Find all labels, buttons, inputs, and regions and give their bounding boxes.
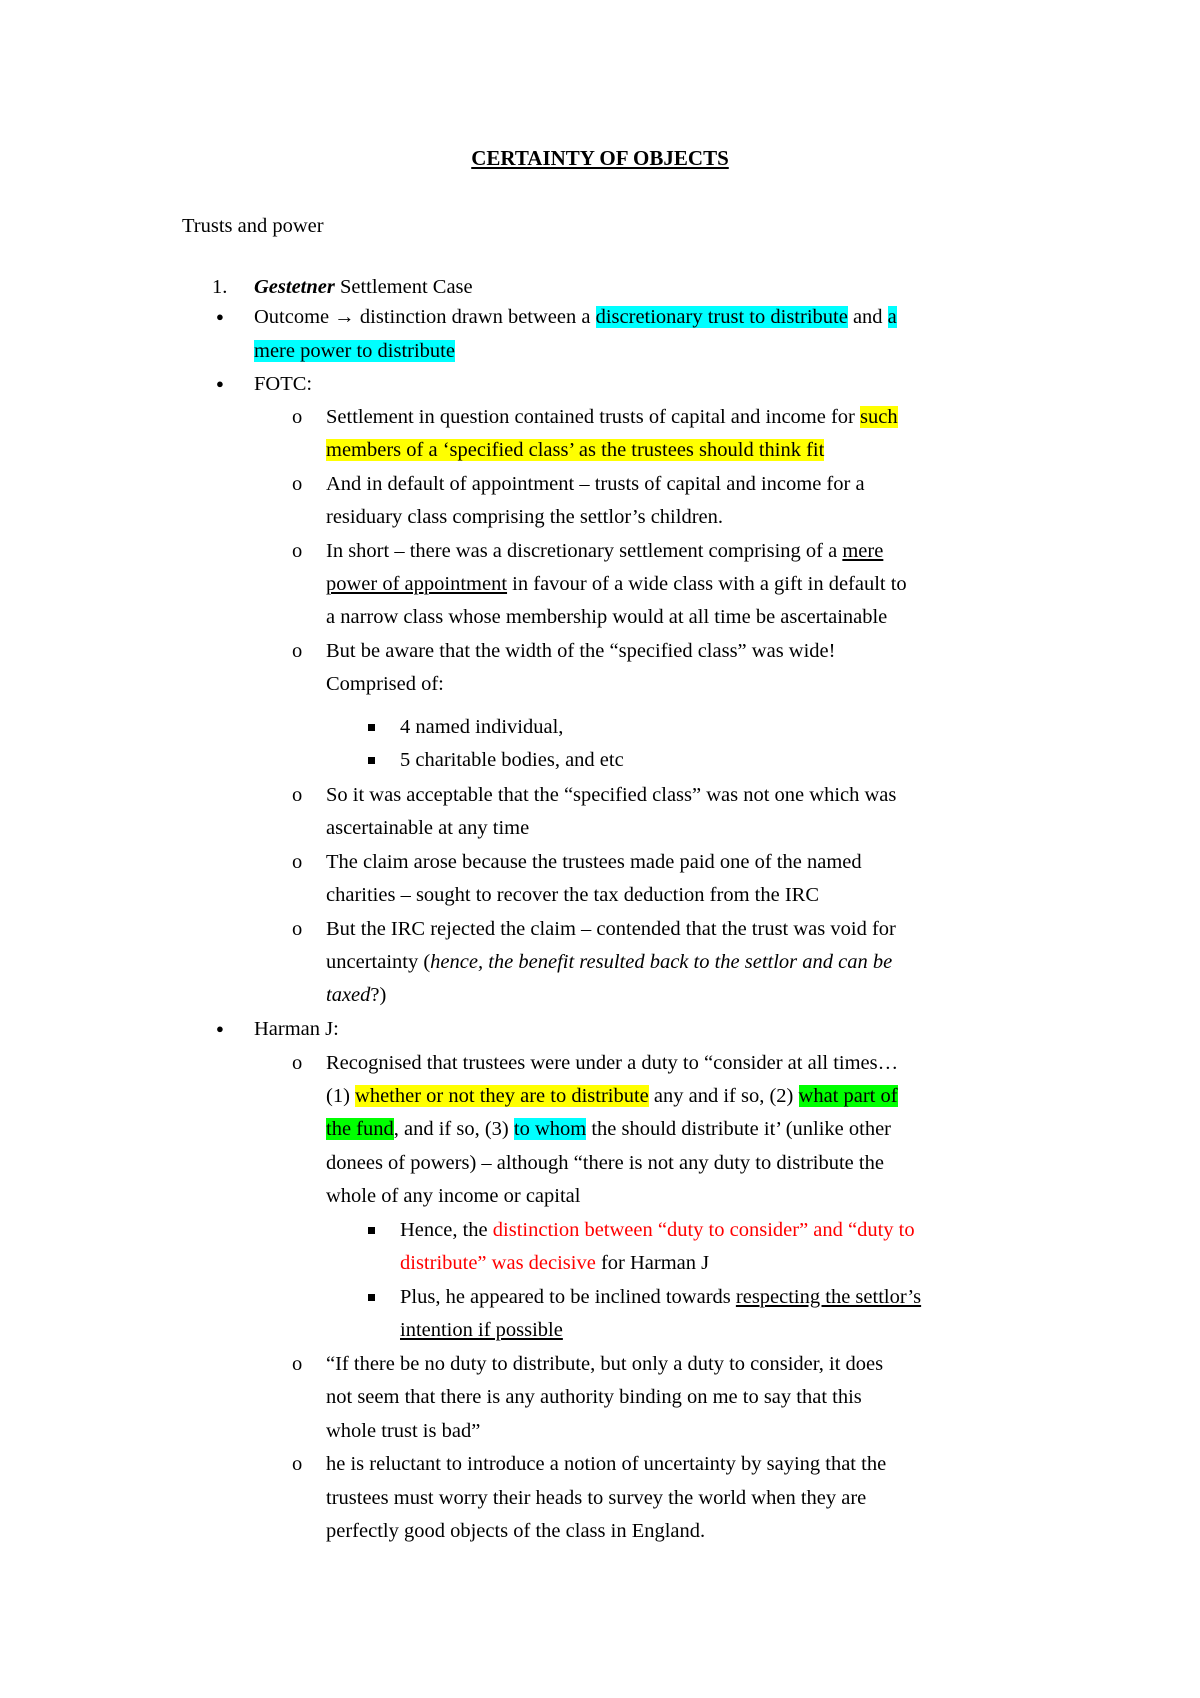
fotc-p1-line-2 [326,435,824,465]
harman-label: Harman J: [254,1018,339,1040]
harman-p3-line-2: trustees must worry their heads to survey the world when they are [326,1487,867,1509]
fotc-p5-line-2: ascertainable at any time [326,817,530,839]
underlined-text: intention if possible [400,1319,563,1341]
bullet-circle: o [292,640,303,662]
case-number: 1. [212,276,228,298]
fotc-p3-line-2: power of appointment in favour of a wide class with a gift in default to [326,573,907,595]
highlight-green: what part of [798,1085,898,1107]
bullet-dot: ● [216,1021,224,1036]
harman-sub-2-line-1: Plus, he appeared to be inclined towards respecting the settlor’s [400,1286,922,1308]
red-text: distinction between “duty to consider” and “duty to [492,1219,915,1241]
page-title: CERTAINTY OF OBJECTS [471,146,729,170]
bullet-dot: ● [216,376,224,391]
fotc-p6-line-1: The claim arose because the trustees made paid one of the named [326,851,862,873]
fotc-p4-sub-1: 4 named individual, [400,716,564,738]
harman-sub-2-line-2 [400,1315,563,1345]
harman-p2-line-1: “If there be no duty to distribute, but only a duty to consider, it does [326,1353,884,1375]
bullet-circle: o [292,473,303,495]
bullet-circle: o [292,1453,303,1475]
highlight-yellow: such [860,406,898,428]
fotc-p2-line-2: residuary class comprising the settlor’s children. [326,506,723,528]
outcome-line-2 [254,336,455,366]
bullet-dot: ● [216,309,224,324]
highlight-cyan: to whom [513,1118,587,1140]
fotc-p4-line-1: But be aware that the width of the “specified class” was wide! [326,640,836,662]
bullet-circle: o [292,784,303,806]
fotc-p7-line-3: taxed?) [326,984,387,1006]
fotc-p4-line-2: Comprised of: [326,673,444,695]
fotc-p7-line-1: But the IRC rejected the claim – contended that the trust was void for [326,918,896,940]
subheading: Trusts and power [182,215,324,237]
bullet-circle: o [292,851,303,873]
underlined-text: mere [842,540,884,562]
outcome-line-1: Outcome → distinction drawn between a discretionary trust to distribute and a [254,306,897,328]
bullet-square [368,757,375,764]
bullet-circle: o [292,406,303,428]
bullet-square [368,724,375,731]
highlight-cyan: discretionary trust to distribute [595,306,848,328]
fotc-p3-line-3: a narrow class whose membership would at all time be ascertainable [326,606,888,628]
fotc-p4-sub-2: 5 charitable bodies, and etc [400,749,624,771]
harman-p1-line-4: donees of powers) – although “there is not any duty to distribute the [326,1152,884,1174]
bullet-circle: o [292,1052,303,1074]
harman-sub-1-line-1: Hence, the distinction between “duty to consider” and “duty to [400,1219,915,1241]
underlined-text: respecting the settlor’s [735,1286,922,1308]
red-text: distribute” was decisive [400,1252,596,1274]
harman-p3-line-1: he is reluctant to introduce a notion of uncertainty by saying that the [326,1453,887,1475]
bullet-circle: o [292,540,303,562]
fotc-label: FOTC: [254,373,313,395]
fotc-p2-line-1: And in default of appointment – trusts of capital and income for a [326,473,865,495]
case-rest: Settlement Case [334,276,473,298]
harman-p1-line-3: the fund, and if so, (3) to whom the should distribute it’ (unlike other [326,1118,892,1140]
fotc-p5-line-1: So it was acceptable that the “specified class” was not one which was [326,784,897,806]
bullet-circle: o [292,918,303,940]
harman-p1-line-2: (1) whether or not they are to distribute any and if so, (2) what part of [326,1085,898,1107]
fotc-p3-line-1: In short – there was a discretionary settlement comprising of a mere [326,540,884,562]
bullet-square [368,1227,375,1234]
harman-p2-line-3: whole trust is bad” [326,1420,481,1442]
fotc-p1-line-1: Settlement in question contained trusts of capital and income for such [326,406,898,428]
harman-p1-line-5: whole of any income or capital [326,1185,581,1207]
case-heading [254,272,473,302]
harman-sub-1-line-2: distribute” was decisive for Harman J [400,1252,710,1274]
underlined-text: power of appointment [326,573,508,595]
fotc-p7-line-2: uncertainty (hence, the benefit resulted back to the settlor and can be [326,951,893,973]
highlight-yellow: members of a ‘specified class’ as the trustees should think fit [326,439,825,461]
case-name: Gestetner [254,276,335,298]
bullet-square [368,1294,375,1301]
highlight-cyan: a [887,306,897,328]
harman-p1-line-1: Recognised that trustees were under a duty to “consider at all times… [326,1052,899,1074]
highlight-green: the fund [326,1118,394,1140]
highlight-cyan: mere power to distribute [254,340,455,362]
highlight-yellow: whether or not they are to distribute [355,1085,649,1107]
bullet-circle: o [292,1353,303,1375]
harman-p2-line-2: not seem that there is any authority binding on me to say that this [326,1386,862,1408]
arrow-icon: → [334,306,355,328]
fotc-p6-line-2: charities – sought to recover the tax deduction from the IRC [326,884,820,906]
harman-p3-line-3: perfectly good objects of the class in England. [326,1520,706,1542]
